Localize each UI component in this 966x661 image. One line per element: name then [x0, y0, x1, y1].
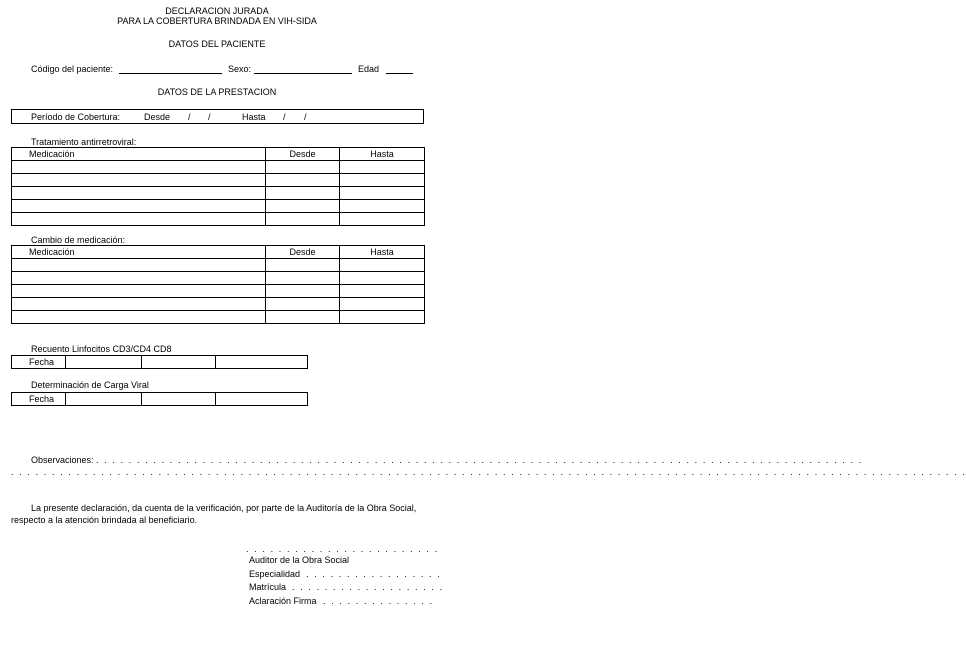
auditor-label: Auditor de la Obra Social — [249, 555, 350, 565]
from-cell[interactable] — [266, 174, 340, 187]
table-row[interactable] — [12, 285, 425, 298]
viral-load-title: Determinación de Carga Viral — [31, 380, 149, 390]
coverage-from-label: Desde — [144, 112, 171, 122]
date-cell[interactable] — [142, 393, 216, 406]
table-row — [12, 356, 308, 369]
age-label: Edad — [358, 64, 380, 74]
to-cell[interactable] — [340, 298, 425, 311]
to-cell[interactable] — [340, 161, 425, 174]
column-header-from: Desde — [266, 148, 340, 161]
coverage-to-label: Hasta — [242, 112, 266, 122]
table-row[interactable] — [12, 259, 425, 272]
medication-cell[interactable] — [12, 200, 266, 213]
coverage-period-label: Período de Cobertura: — [31, 112, 121, 122]
coverage-period-box — [11, 109, 424, 124]
to-cell[interactable] — [340, 200, 425, 213]
table-row[interactable] — [12, 311, 425, 324]
column-header-to: Hasta — [340, 148, 425, 161]
from-cell[interactable] — [266, 272, 340, 285]
to-cell[interactable] — [340, 259, 425, 272]
coverage-to-slash-1[interactable]: / — [283, 112, 286, 122]
table-row[interactable] — [12, 161, 425, 174]
from-cell[interactable] — [266, 285, 340, 298]
table-header-row — [12, 246, 425, 259]
patient-code-label: Código del paciente: — [31, 64, 114, 74]
signature-dotted-line[interactable]: . . . . . . . . . . . . . . . . . . . . . . . . — [246, 544, 439, 554]
treatment-table — [11, 147, 425, 226]
from-cell[interactable] — [266, 187, 340, 200]
form-subtitle: PARA LA COBERTURA BRINDADA EN VIH-SIDA — [117, 16, 317, 26]
patient-section-heading: DATOS DEL PACIENTE — [168, 39, 266, 49]
medication-change-table — [11, 245, 425, 324]
column-header-from: Desde — [266, 246, 340, 259]
specialty-dotted-line[interactable]: . . . . . . . . . . . . . . . . . — [306, 569, 442, 579]
observations-dotted-line-1[interactable]: . . . . . . . . . . . . . . . . . . . . . . . . . . . . . . . . . . . . . . . . . . . . . . . . . . . . . . . . . . . . . . . . . . . . . . . . . . . . . . . . . . . . . . . . . . . . . . — [96, 455, 863, 465]
column-header-medication: Medicación — [12, 246, 266, 259]
table-header-row — [12, 148, 425, 161]
prestacion-section-heading: DATOS DE LA PRESTACION — [157, 87, 277, 97]
form-title: DECLARACION JURADA — [165, 6, 269, 16]
license-dotted-line[interactable]: . . . . . . . . . . . . . . . . . . . — [292, 582, 444, 592]
date-cell[interactable] — [216, 356, 308, 369]
sex-field[interactable] — [254, 73, 352, 74]
table-row[interactable] — [12, 213, 425, 226]
medication-change-title: Cambio de medicación: — [31, 235, 126, 245]
to-cell[interactable] — [340, 174, 425, 187]
signature-clarification-label: Aclaración Firma — [249, 596, 317, 606]
medication-cell[interactable] — [12, 174, 266, 187]
coverage-from-slash-1[interactable]: / — [188, 112, 191, 122]
table-row[interactable] — [12, 272, 425, 285]
table-row[interactable] — [12, 174, 425, 187]
medication-cell[interactable] — [12, 272, 266, 285]
date-cell[interactable] — [216, 393, 308, 406]
treatment-title: Tratamiento antirretroviral: — [31, 137, 137, 147]
patient-code-field[interactable] — [119, 73, 222, 74]
lymphocyte-count-table — [11, 355, 308, 369]
to-cell[interactable] — [340, 272, 425, 285]
specialty-label: Especialidad — [249, 569, 301, 579]
to-cell[interactable] — [340, 311, 425, 324]
date-label: Fecha — [12, 356, 66, 369]
to-cell[interactable] — [340, 285, 425, 298]
viral-load-table — [11, 392, 308, 406]
table-row[interactable] — [12, 200, 425, 213]
from-cell[interactable] — [266, 298, 340, 311]
declaration-text-line1: La presente declaración, da cuenta de la verificación, por parte de la Auditoría de la Obra Social, — [31, 503, 417, 513]
license-label: Matrícula — [249, 582, 287, 592]
date-label: Fecha — [12, 393, 66, 406]
table-row[interactable] — [12, 187, 425, 200]
date-cell[interactable] — [66, 356, 142, 369]
date-cell[interactable] — [66, 393, 142, 406]
observations-label: Observaciones: — [31, 455, 94, 465]
medication-cell[interactable] — [12, 298, 266, 311]
from-cell[interactable] — [266, 161, 340, 174]
date-cell[interactable] — [142, 356, 216, 369]
table-row — [12, 393, 308, 406]
table-row[interactable] — [12, 298, 425, 311]
signature-clarification-dotted-line[interactable]: . . . . . . . . . . . . . . — [323, 596, 434, 606]
from-cell[interactable] — [266, 213, 340, 226]
medication-cell[interactable] — [12, 187, 266, 200]
coverage-from-slash-2[interactable]: / — [208, 112, 211, 122]
medication-cell[interactable] — [12, 213, 266, 226]
medication-cell[interactable] — [12, 311, 266, 324]
from-cell[interactable] — [266, 200, 340, 213]
medication-cell[interactable] — [12, 161, 266, 174]
age-field[interactable] — [386, 73, 413, 74]
from-cell[interactable] — [266, 259, 340, 272]
column-header-to: Hasta — [340, 246, 425, 259]
coverage-to-slash-2[interactable]: / — [304, 112, 307, 122]
medication-cell[interactable] — [12, 259, 266, 272]
to-cell[interactable] — [340, 213, 425, 226]
declaration-text-line2: respecto a la atención brindada al beneficiario. — [11, 515, 198, 525]
lymphocyte-count-title: Recuento Linfocitos CD3/CD4 CD8 — [31, 344, 172, 354]
sex-label: Sexo: — [228, 64, 252, 74]
to-cell[interactable] — [340, 187, 425, 200]
column-header-medication: Medicación — [12, 148, 266, 161]
observations-dotted-line-2[interactable]: . . . . . . . . . . . . . . . . . . . . . . . . . . . . . . . . . . . . . . . . . . . . . . . . . . . . . . . . . . . . . . . . . . . . . . . . . . . . . . . . . . . . . . . . . . . . . . . . . . . . . . . . . . . . . . . . . . . . . — [11, 467, 966, 477]
medication-cell[interactable] — [12, 285, 266, 298]
from-cell[interactable] — [266, 311, 340, 324]
